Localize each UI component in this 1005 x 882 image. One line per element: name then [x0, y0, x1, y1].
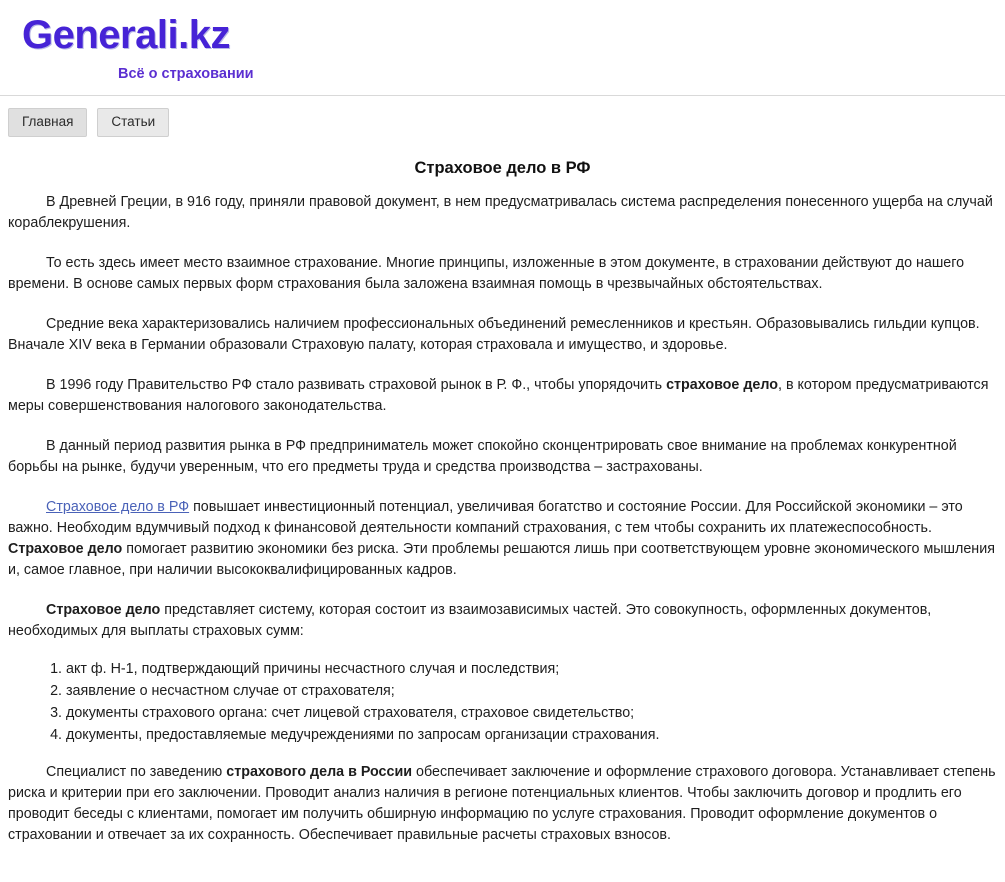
list-item: 3. документы страхового органа: счет лицевой страхователя, страховое свидетельство;: [66, 703, 997, 724]
paragraph-8-text-a: Специалист по заведению: [46, 764, 227, 781]
paragraph-7: [8, 600, 997, 642]
main-navigation: [0, 96, 1005, 147]
paragraph-4-text-a: В 1996 году Правительство РФ стало развивать страховой рынок в Р. Ф., чтобы упорядочить: [46, 377, 667, 394]
paragraph-4: [8, 375, 997, 417]
nav-item-articles[interactable]: Статьи: [97, 108, 169, 137]
paragraph-1: В Древней Греции, в 916 году, приняли правовой документ, в нем предусматривалась система распределения понесенного ущерба на случай кораблекрушения.: [8, 194, 993, 232]
site-subtitle: Всё о страховании: [118, 66, 254, 82]
list-item: 2. заявление о несчастном случае от страхователя;: [66, 681, 997, 702]
documents-list: [8, 659, 997, 746]
inline-link-insurance-rf[interactable]: Страховое дело в РФ: [46, 499, 190, 516]
paragraph-2: То есть здесь имеет место взаимное страхование. Многие принципы, изложенные в этом документе, в страховании действуют до нашего времени. В основе самых первых форм страхования была заложена взаимная помощь в чрезвычайных обстоятельствах.: [8, 255, 965, 293]
paragraph-8-emphasis: страхового дела в России: [226, 764, 413, 781]
paragraph-5: В данный период развития рынка в РФ предприниматель может спокойно сконцентрировать свое внимание на проблемах конкурентной борьбы на рынке, будучи уверенным, что его предметы труда и средства производства – застрахованы.: [8, 438, 957, 476]
paragraph-8: [8, 762, 997, 846]
paragraph-6-text-a: повышает инвестиционный потенциал, увеличивая богатство и состояние России. Для Российской экономики – это важно. Необходим вдумчивый подход к финансовой деятельности компаний страхования, с тем чтобы сохранить их платежеспособность.: [8, 499, 963, 537]
list-item: 4. документы, предоставляемые медучреждениями по запросам организации страхования.: [66, 725, 997, 746]
paragraph-4-text-c: , в котором предусматриваются меры совершенствования налогового законодательства.: [8, 377, 989, 415]
paragraph-3: Средние века характеризовались наличием профессиональных объединений ремесленников и крестьян. Образовывались гильдии купцов. Вначале XIV века в Германии образовали Страховую палату, которая страховала и имущество, и здоровье.: [8, 316, 980, 354]
paragraph-6: [8, 497, 997, 581]
paragraph-8-clipped: [8, 762, 997, 852]
article-content: [0, 159, 1005, 852]
nav-item-home[interactable]: Главная: [8, 108, 87, 137]
paragraph-8-text-c: обеспечивает заключение и оформление страхового договора. Устанавливает степень риска и критерии при его заключении. Проводит анализ наличия в регионе потенциальных клиентов. Чтобы заключить договор и продлить его проводит беседы с клиентами, помогает им получить обширную информацию по услуге страхования. Проводит оформление документов о страховании и отвечает за их сохранность. Обеспечивает правильные расчеты страховых взносов.: [8, 764, 996, 844]
site-title: Generali.kz: [22, 13, 230, 57]
list-item: 1. акт ф. Н-1, подтверждающий причины несчастного случая и последствия;: [66, 659, 997, 680]
page-title: Страховое дело в РФ: [414, 159, 591, 178]
paragraph-6-text-c: помогает развитию экономики без риска. Эти проблемы решаются лишь при соответствующем уровне экономического мышления и, самое главное, при наличии высококвалифицированных кадров.: [8, 541, 995, 579]
paragraph-7-emphasis: Страховое дело: [46, 602, 161, 619]
paragraph-4-emphasis: страховое дело: [666, 377, 778, 394]
paragraph-6-emphasis: Страховое дело: [8, 541, 123, 558]
paragraph-7-text-a: представляет систему, которая состоит из взаимозависимых частей. Это совокупность, оформленных документов, необходимых для выплаты страховых сумм:: [8, 602, 932, 640]
site-header: [0, 0, 1005, 96]
